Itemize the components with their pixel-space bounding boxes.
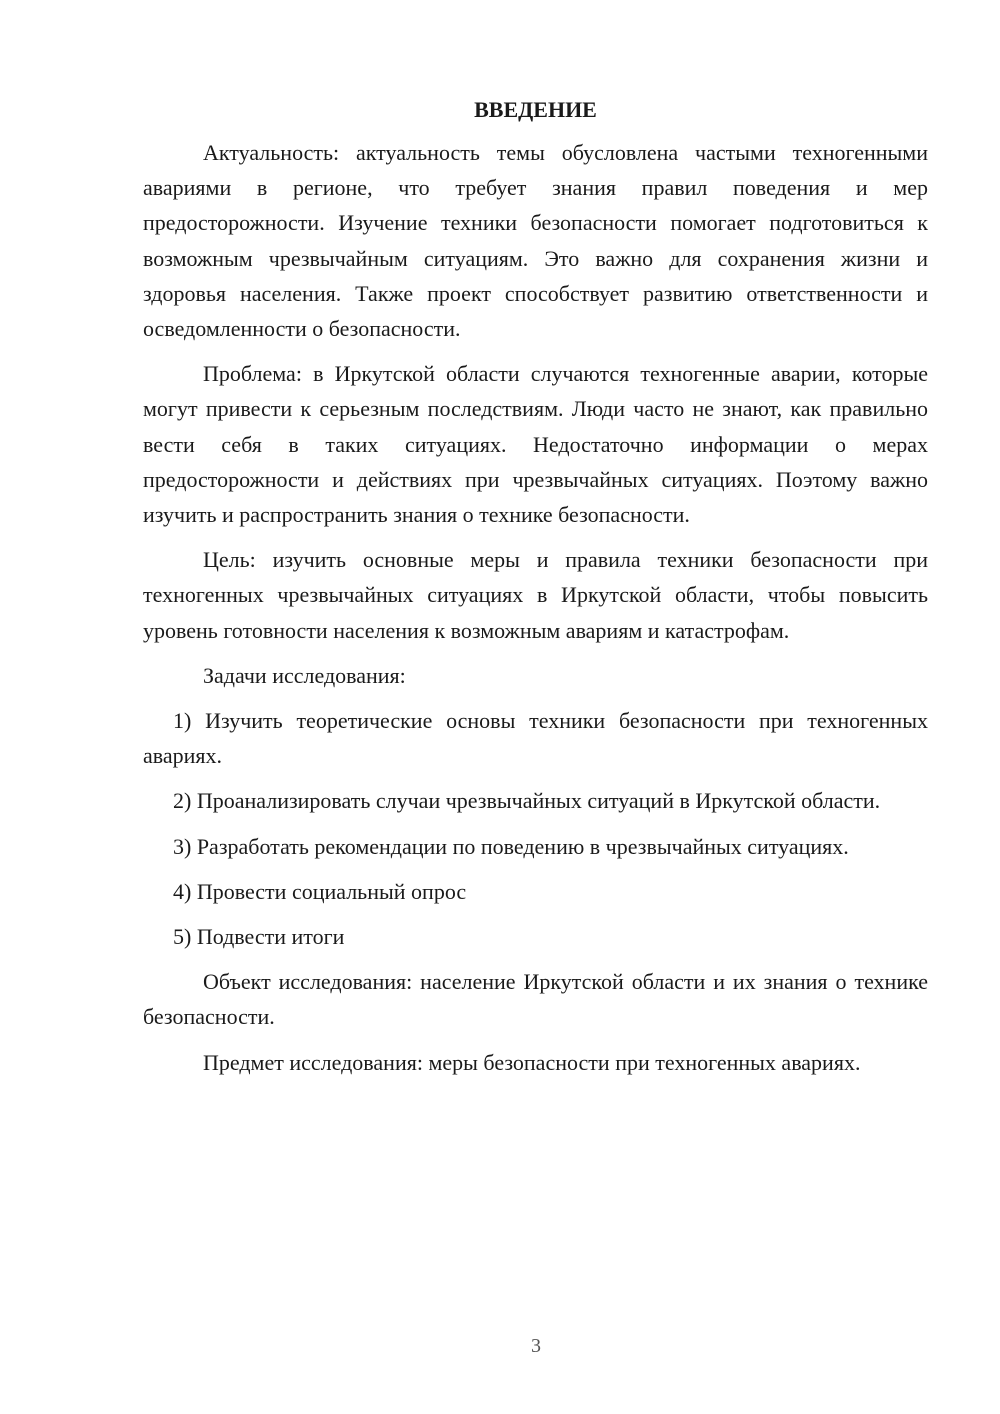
paragraph-goal: Цель: изучить основные меры и правила техники безопасности при техногенных чрезвычайных ситуациях в Иркутской области, чтобы повысить уровень готовности населения к возможным авариям и катастрофам. [143, 547, 928, 643]
task-item-5: 5) Подвести итоги [173, 924, 345, 950]
page-number: 3 [531, 1335, 541, 1357]
paragraph-problem: Проблема: в Иркутской области случаются техногенные аварии, которые могут привести к серьезным последствиям. Люди часто не знают, как правильно вести себя в таких ситуациях. Недостаточно информации о мерах предосторожности и действиях при чрезвычайных ситуациях. Поэтому важно изучить и распространить знания о технике безопасности. [143, 361, 928, 528]
page-content [143, 95, 928, 1090]
task-item-4: 4) Провести социальный опрос [173, 878, 467, 904]
paragraph-research-subject: Предмет исследования: меры безопасности при техногенных авариях. [203, 1049, 861, 1075]
paragraph-relevance: Актуальность: актуальность темы обусловлена частыми техногенными авариями в регионе, что требует знания правил поведения и мер предосторожности. Изучение техники безопасности помогает подготовиться к возможным чрезвычайным ситуациям. Это важно для сохранения жизни и здоровья населения. Также проект способствует развитию ответственности и осведомленности о безопасности. [143, 140, 928, 342]
section-title: ВВЕДЕНИЕ [474, 97, 597, 122]
task-item-1: 1) Изучить теоретические основы техники безопасности при техногенных авариях. [143, 708, 928, 769]
task-item-3: 3) Разработать рекомендации по поведению в чрезвычайных ситуациях. [173, 833, 849, 859]
paragraph-tasks-heading: Задачи исследования: [203, 662, 406, 688]
task-item-2: 2) Проанализировать случаи чрезвычайных ситуаций в Иркутской области. [173, 788, 881, 814]
paragraph-research-object: Объект исследования: население Иркутской области и их знания о технике безопасности. [143, 969, 928, 1030]
